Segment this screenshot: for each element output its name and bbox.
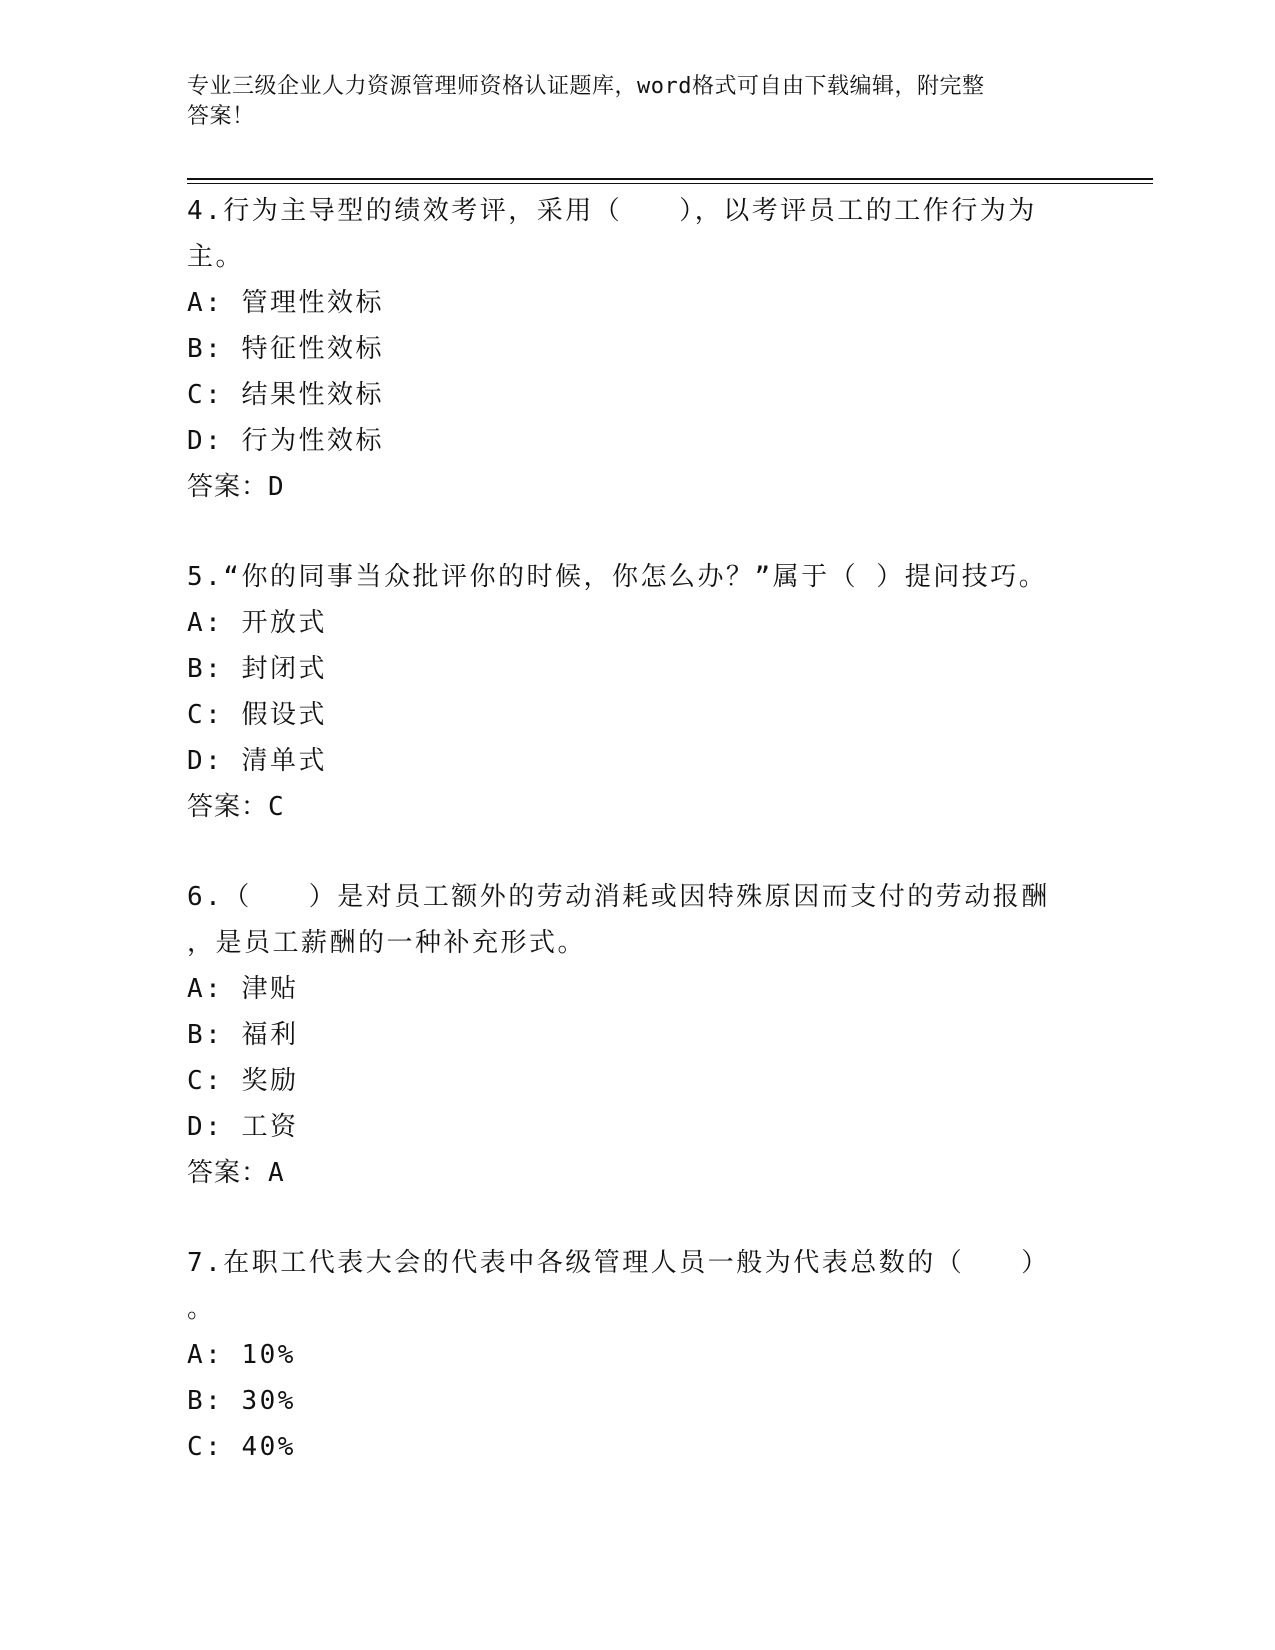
question-stem: 4.行为主导型的绩效考评，采用（ ），以考评员工的工作行为为 主。 — [187, 196, 1037, 272]
option-d: D: 工资 — [187, 1112, 299, 1142]
question-7 — [187, 1240, 1077, 1470]
question-stem: 6.（ ）是对员工额外的劳动消耗或因特殊原因而支付的劳动报酬 ，是员工薪酬的一种补充形式。 — [187, 882, 1050, 958]
option-c: C: 假设式 — [187, 700, 327, 730]
option-c: C: 结果性效标 — [187, 380, 384, 410]
option-d: D: 行为性效标 — [187, 426, 384, 456]
option-b: B: 封闭式 — [187, 654, 327, 684]
question-stem: 5.“你的同事当众批评你的时候，你怎么办？”属于（ ）提问技巧。 — [187, 562, 1048, 592]
option-c: C: 奖励 — [187, 1066, 299, 1096]
question-stem: 7.在职工代表大会的代表中各级管理人员一般为代表总数的（ ） 。 — [187, 1248, 1050, 1324]
answer-line: 答案：A — [187, 1158, 285, 1188]
option-b: B: 特征性效标 — [187, 334, 384, 364]
question-4 — [187, 188, 1077, 510]
answer-line: 答案：C — [187, 792, 285, 822]
option-a: A: 津贴 — [187, 974, 299, 1004]
answer-line: 答案：D — [187, 472, 285, 502]
question-5 — [187, 554, 1077, 830]
header-divider-thick — [187, 178, 1153, 180]
header-divider-thin — [187, 183, 1153, 184]
option-a: A: 管理性效标 — [187, 288, 384, 318]
option-a: A: 开放式 — [187, 608, 327, 638]
question-list — [187, 188, 1077, 1514]
option-c: C: 40% — [187, 1432, 296, 1462]
option-d: D: 清单式 — [187, 746, 327, 776]
option-b: B: 福利 — [187, 1020, 299, 1050]
document-header: 专业三级企业人力资源管理师资格认证题库，word格式可自由下载编辑，附完整 答案！ — [187, 74, 985, 129]
option-a: A: 10% — [187, 1340, 296, 1370]
option-b: B: 30% — [187, 1386, 296, 1416]
question-6 — [187, 874, 1077, 1196]
